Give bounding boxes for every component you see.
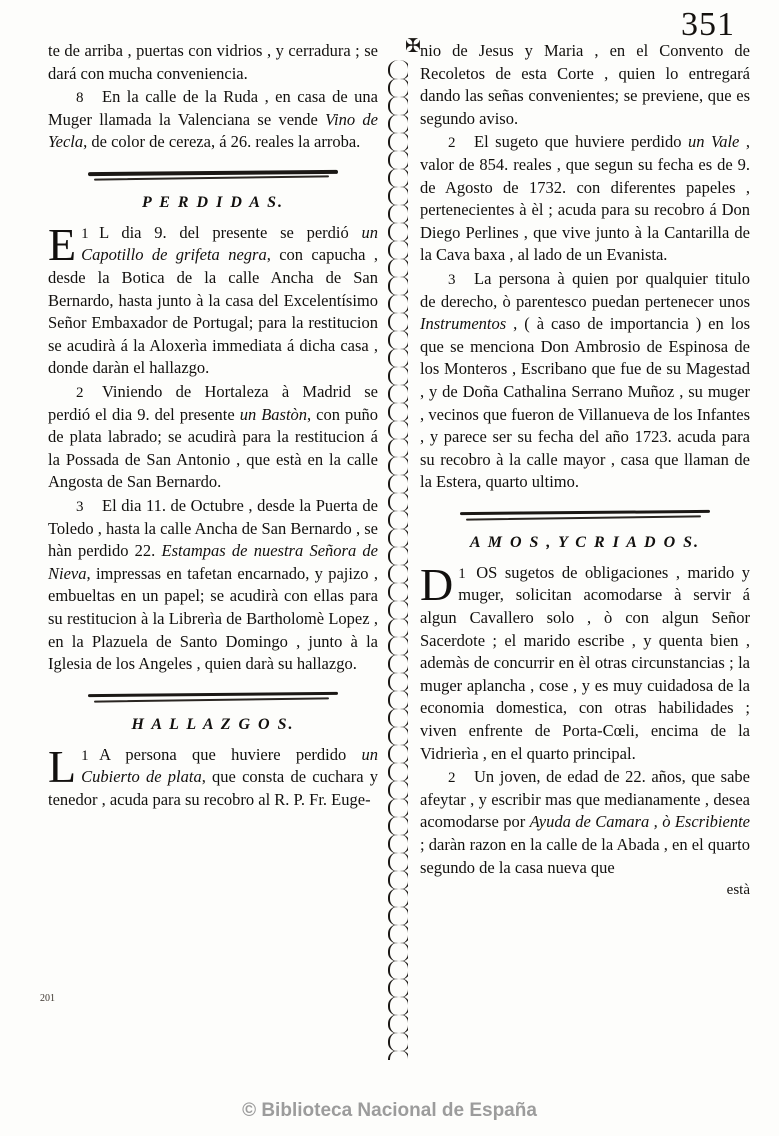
item-text-a: En la calle de la Ruda , en casa de una Muger llamada la Valenciana se vende bbox=[48, 87, 378, 129]
divider-link bbox=[388, 870, 408, 890]
right-item-3 bbox=[420, 268, 750, 494]
section-heading-hallazgos: H A L L A Z G O S. bbox=[131, 715, 295, 733]
item-number: 8 bbox=[76, 90, 84, 107]
page-number: 351 bbox=[681, 6, 735, 43]
item-number: 1 bbox=[458, 565, 466, 582]
right-item-a2 bbox=[420, 766, 750, 879]
divider-link bbox=[388, 168, 408, 188]
item-text-b: , que consta de cuchara y tenedor , acuda para su recobro al R. P. Fr. Euge- bbox=[48, 767, 378, 809]
item-text-a: Viniendo de Hortaleza à Madrid se perdió el dia 9. del presente bbox=[48, 382, 378, 424]
item-text-b: , valor de 854. reales , que segun su fecha es de 9. de Agosto de 1732. con diferentes papeles , pertenecientes à èl ; acuda para su recobro á Don Diego Perlines , que vive junto à la Cantarilla de la Cava baxa , al lado de un Evanista. bbox=[420, 132, 750, 265]
item-text-b: , impressas en tafetan encarnado, y pajizo , embueltas en un papel; se acudirà con ellas para su restitucion à la Librerìa de Bartholomè Lopez , en la Plazuela de Santo Domingo , junto à la Iglesia de los Angeles , quien darà su hallazgo. bbox=[48, 563, 378, 674]
item-text-a: A persona que huviere perdido bbox=[99, 744, 362, 764]
section-heading-perdidas: P E R D I D A S. bbox=[142, 193, 284, 211]
item-number: 1 bbox=[81, 225, 89, 242]
divider-link bbox=[388, 492, 408, 512]
divider-link bbox=[388, 96, 408, 116]
divider-link bbox=[388, 564, 408, 584]
item-number: 2 bbox=[448, 135, 456, 152]
divider-link bbox=[388, 78, 408, 98]
divider-link bbox=[388, 1014, 408, 1034]
divider-link bbox=[388, 726, 408, 746]
divider-link bbox=[388, 330, 408, 350]
divider-link bbox=[388, 942, 408, 962]
right-item-2 bbox=[420, 131, 750, 267]
item-text-italic: Estampas de nuestra Señora de Nieva bbox=[48, 541, 378, 583]
left-item-h1 bbox=[48, 740, 378, 812]
divider-link bbox=[388, 978, 408, 998]
divider-link bbox=[388, 816, 408, 836]
divider-link bbox=[388, 780, 408, 800]
item-text-italic: un Bastòn bbox=[239, 404, 308, 424]
divider-link bbox=[388, 546, 408, 566]
divider-link bbox=[388, 132, 408, 152]
divider-link bbox=[388, 186, 408, 206]
item-text-a: La persona à quien por qualquier titulo de derecho, ò parentesco puedan pertenecer unos bbox=[420, 268, 750, 311]
divider-link bbox=[388, 636, 408, 656]
divider-link bbox=[388, 582, 408, 602]
divider-link bbox=[388, 438, 408, 458]
item-number: 3 bbox=[76, 499, 84, 515]
divider-link bbox=[388, 276, 408, 296]
item-number: 3 bbox=[448, 271, 456, 288]
divider-link bbox=[388, 654, 408, 674]
column-divider-ornament bbox=[386, 60, 408, 1060]
divider-link bbox=[388, 888, 408, 908]
drop-cap: L bbox=[48, 740, 77, 792]
item-text-italic: Vino de Yecla bbox=[48, 109, 378, 152]
item-text-italic: un Capotillo de grifeta negra bbox=[81, 222, 378, 265]
divider-link bbox=[388, 240, 408, 260]
item-text-b: , ( à caso de importancia ) en los que se menciona Don Ambrosio de Espinosa de los Monteros , Escribano que fue de su Magestad , y de Doña Cathalina Serrano Muñoz , su muger , vecinos que fueron de Villanueva de los Infantes , y parece ser su fecha del año 1723. acuda para su recobro à la calle mayor , casa que llaman de la Estera, quarto ultimo. bbox=[420, 314, 750, 492]
divider-link bbox=[388, 204, 408, 224]
cross-icon: ✠ bbox=[405, 36, 421, 57]
divider-link bbox=[388, 456, 408, 476]
right-item-a1 bbox=[420, 558, 750, 765]
item-text: OS sugetos de obligaciones , marido y muger, solicitan acomodarse à servir á algun Cavallero solo , ò con algun Señor Sacerdote ; el marido escribe , y quenta bien , ademàs de concurrir en èl otras circunstancias ; la muger aplancha , cose , y es muy cuidadosa de la economia domestica, con otras habilidades ; viven enfrente de Porta-Cœli, encima de la Vidrierìa , en el quarto principal. bbox=[420, 562, 750, 763]
right-column bbox=[420, 40, 750, 902]
ornamental-rule bbox=[88, 688, 338, 704]
divider-link bbox=[388, 600, 408, 620]
margin-annotation: 201 bbox=[40, 993, 55, 1004]
left-item-p3 bbox=[48, 495, 378, 676]
item-text-italic: un Cubierto de plata bbox=[81, 744, 378, 787]
divider-link bbox=[388, 510, 408, 530]
library-watermark: © Biblioteca Nacional de España bbox=[242, 1100, 537, 1121]
ornamental-rule bbox=[88, 166, 338, 182]
item-number: 1 bbox=[81, 747, 89, 764]
drop-cap: E bbox=[48, 218, 77, 270]
divider-link bbox=[388, 906, 408, 926]
item-text-italic: un Vale bbox=[687, 132, 740, 152]
left-column bbox=[48, 40, 378, 812]
item-text-a: Un joven, de edad de 22. años, que sabe afeytar , y escribir mas que medianamente , desea acomodarse por bbox=[420, 767, 750, 832]
item-text-b: , con capucha , desde la Botica de la calle Ancha de San Bernardo, hasta junto à la casa del Excelentísimo Señor Embaxador de Portugal; para la restitucion se acudirà á la Aloxerìa immediata á dicha casa , donde daràn el hallazgo. bbox=[48, 245, 378, 378]
divider-link bbox=[388, 474, 408, 494]
divider-link bbox=[388, 996, 408, 1016]
divider-link bbox=[388, 222, 408, 242]
divider-link bbox=[388, 60, 408, 80]
item-text-a: L dia 9. del presente se perdió bbox=[99, 222, 362, 242]
divider-link bbox=[388, 690, 408, 710]
item-text-b: , con puño de plata labrado; se acudirà para la restitucion á la Possada de San Antonio , que està en la calle Angosta de San Bernardo. bbox=[48, 404, 378, 492]
item-text-italic: Instrumentos bbox=[420, 314, 507, 334]
item-text-a: El sugeto que huviere perdido bbox=[474, 132, 688, 152]
continued-paragraph: nio de Jesus y Maria , en el Convento de Recoletos de esta Corte , quien lo entregará dando las señas convenientes; se previene, que es segundo aviso. bbox=[420, 41, 750, 128]
divider-link bbox=[388, 294, 408, 314]
divider-link bbox=[388, 402, 408, 422]
item-text-b: , de color de cereza, á 26. reales la arroba. bbox=[83, 132, 361, 152]
drop-cap: D bbox=[420, 558, 454, 610]
divider-link bbox=[388, 708, 408, 728]
left-item-8 bbox=[48, 86, 378, 154]
divider-link bbox=[388, 1050, 408, 1060]
divider-link bbox=[388, 420, 408, 440]
divider-link bbox=[388, 150, 408, 170]
divider-link bbox=[388, 258, 408, 278]
section-heading-amos-y-criados: A M O S , Y C R I A D O S. bbox=[469, 533, 701, 551]
divider-link bbox=[388, 1032, 408, 1052]
item-text-italic: Ayuda de Camara , ò Escribiente bbox=[529, 812, 750, 832]
left-item-p2 bbox=[48, 381, 378, 494]
left-item-p1 bbox=[48, 218, 378, 380]
divider-link bbox=[388, 834, 408, 854]
divider-link bbox=[388, 672, 408, 692]
divider-link bbox=[388, 744, 408, 764]
item-text-a: El dia 11. de Octubre , desde la Puerta de Toledo , hasta la calle Ancha de San Bernardo , se hàn perdido 22. bbox=[48, 496, 378, 561]
divider-link bbox=[388, 852, 408, 872]
divider-link bbox=[388, 798, 408, 818]
catchword: està bbox=[726, 882, 750, 899]
divider-link bbox=[388, 114, 408, 134]
divider-link bbox=[388, 384, 408, 404]
item-number: 2 bbox=[448, 770, 456, 787]
continued-paragraph: te de arriba , puertas con vidrios , y cerradura ; se dará con mucha conveniencia. bbox=[48, 41, 378, 83]
divider-link bbox=[388, 348, 408, 368]
divider-link bbox=[388, 924, 408, 944]
divider-link bbox=[388, 528, 408, 548]
divider-link bbox=[388, 618, 408, 638]
divider-link bbox=[388, 960, 408, 980]
divider-link bbox=[388, 312, 408, 332]
ornamental-rule bbox=[460, 506, 710, 522]
item-text-b: ; daràn razon en la calle de la Abada , en el quarto segundo de la casa nueva que bbox=[420, 834, 750, 877]
item-number: 2 bbox=[76, 385, 84, 402]
divider-link bbox=[388, 366, 408, 386]
divider-link bbox=[388, 762, 408, 782]
